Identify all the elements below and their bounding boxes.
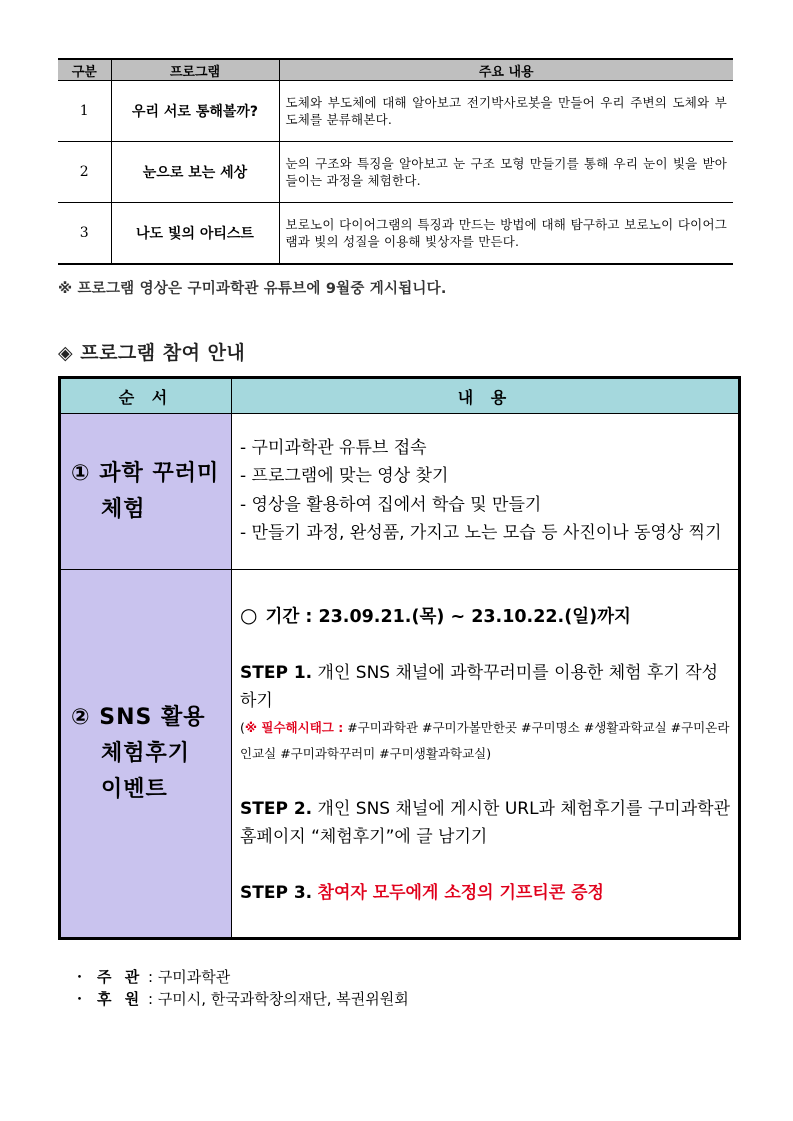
program-table (58, 58, 733, 265)
sns-title-line2: 체험후기 (101, 740, 191, 766)
sponsor-value: : 구미시, 한국과학창의재단, 복권위원회 (148, 990, 409, 1008)
sponsor-line (72, 988, 409, 1010)
program-name: 눈으로 보는 세상 (111, 142, 279, 203)
bullet-icon: ・ (72, 968, 88, 986)
step-3-label: STEP 3. (240, 882, 313, 903)
guide-row-sns (60, 570, 740, 939)
event-period-text: 기간 : 23.09.21.(목) ~ 23.10.22.(일)까지 (265, 606, 631, 627)
participation-guide-table (58, 376, 741, 940)
step-2-text: 개인 SNS 채널에 게시한 URL과 체험후기를 구미과학관 홈페이지 “체험후기”에 글 남기기 (240, 798, 730, 847)
event-period (240, 601, 731, 631)
row-number: 1 (58, 81, 111, 142)
kit-experience-steps (232, 414, 740, 570)
list-item: - 프로그램에 맞는 영상 찾기 (240, 466, 449, 486)
header-program: 프로그램 (111, 59, 279, 81)
step-1-label: STEP 1. (240, 662, 313, 683)
header-order: 순 서 (60, 378, 232, 414)
step-2-label: STEP 2. (240, 798, 313, 819)
program-description: 눈의 구조와 특징을 알아보고 눈 구조 모형 만들기를 통해 우리 눈이 빛을 받아들이는 과정을 체험한다. (279, 142, 733, 203)
list-item: - 구미과학관 유튜브 접속 (240, 437, 427, 458)
step-3-text: 참여자 모두에게 소정의 기프티콘 증정 (317, 882, 604, 903)
video-notice: ※ 프로그램 영상은 구미과학관 유튜브에 9월중 게시됩니다. (58, 281, 447, 297)
program-description: 도체와 부도체에 대해 알아보고 전기박사로봇을 만들어 우리 주변의 도체와 부도체를 분류해본다. (279, 81, 733, 142)
step-1 (240, 659, 731, 715)
bullet-icon: ・ (72, 990, 88, 1008)
program-table-header (58, 59, 733, 81)
organizer-line (72, 966, 230, 988)
list-item: - 만들기 과정, 완성품, 가지고 노는 모습 등 사진이나 동영상 찍기 (240, 523, 722, 543)
step-3 (240, 879, 731, 907)
table-row (58, 203, 733, 265)
sponsor-label: 후 원 (97, 990, 144, 1008)
row-number: 3 (58, 203, 111, 265)
step-1-text: 개인 SNS 채널에 과학꾸러미를 이용한 체험 후기 작성하기 (240, 662, 719, 711)
step-2 (240, 795, 731, 851)
header-category: 구분 (58, 59, 111, 81)
required-hashtag-label: ※ 필수해시태그 : (244, 719, 344, 735)
circle-icon: ○ (240, 602, 258, 627)
header-content: 주요 내용 (279, 59, 733, 81)
organizer-label: 주 관 (97, 968, 144, 986)
table-row (58, 81, 733, 142)
kit-title-line2: 체험 (101, 496, 146, 522)
sns-title-line1: ② SNS 활용 (71, 704, 206, 730)
sns-title-line3: 이벤트 (101, 776, 168, 802)
tag-open-paren: ( (240, 719, 245, 735)
guide-table-header (60, 378, 740, 414)
program-name: 나도 빛의 아티스트 (111, 203, 279, 265)
organizer-value: : 구미과학관 (148, 968, 231, 986)
sns-event-title (60, 570, 232, 939)
program-name: 우리 서로 통해볼까? (111, 81, 279, 142)
kit-title-line1: ① 과학 꾸러미 (71, 460, 220, 486)
section-title: ◈ 프로그램 참여 안내 (58, 342, 246, 364)
table-row (58, 142, 733, 203)
program-description: 보로노이 다이어그램의 특징과 만드는 방법에 대해 탐구하고 보로노이 다이어그램과 빛의 성질을 이용해 빛상자를 만든다. (279, 203, 733, 265)
kit-experience-title (60, 414, 232, 570)
list-item: - 영상을 활용하여 집에서 학습 및 만들기 (240, 494, 542, 515)
hashtag-list: #구미과학관 #구미가볼만한곳 #구미명소 #생활과학교실 #구미온라인교실 #구미과학꾸러미 #구미생활과학교실) (240, 719, 730, 761)
required-hashtags (240, 715, 731, 767)
row-number: 2 (58, 142, 111, 203)
guide-row-kit (60, 414, 740, 570)
header-details: 내 용 (232, 378, 740, 414)
sns-event-details (232, 570, 740, 939)
